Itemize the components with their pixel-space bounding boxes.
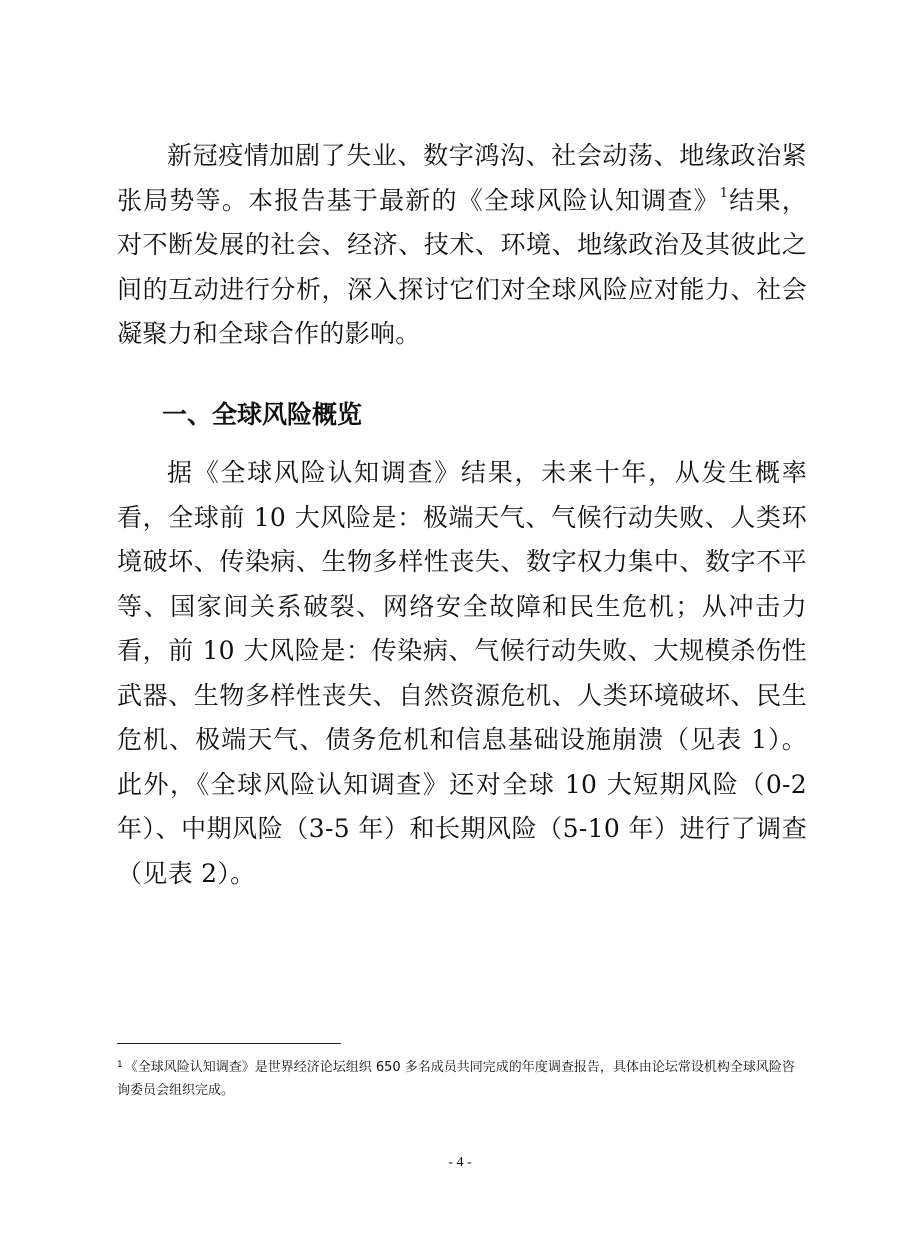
footnote-divider <box>117 1043 341 1044</box>
paragraph-1-text-a: 新冠疫情加剧了失业、数字鸿沟、社会动荡、地缘政治紧张局势等。本报告基于最新的《全球风险认知调查》 <box>117 141 807 215</box>
section-heading: 一、全球风险概览 <box>162 400 363 429</box>
footnote-reference[interactable]: 1 <box>719 185 729 201</box>
footnote-marker: 1 <box>117 1060 123 1070</box>
paragraph-1-text-b: 结果，对不断发展的社会、经济、技术、环境、地缘政治及其彼此之间的互动进行分析，深入探讨它们对全球风险应对能力、社会凝聚力和全球合作的影响。 <box>117 185 807 348</box>
body-paragraph-2: 据《全球风险认知调查》结果，未来十年，从发生概率看，全球前 10 大风险是：极端天气、气候行动失败、人类环境破坏、传染病、生物多样性丧失、数字权力集中、数字不平等、国家间关系破裂、网络安全故障和民生危机；从冲击力看，前 10 大风险是：传染病、气候行动失败、大规模杀伤性武器、生物多样性丧失、自然资源危机、人类环境破坏、民生危机、极端天气、债务危机和信息基础设施崩溃（见表 1）。此外，《全球风险认知调查》还对全球 10 大短期风险（0-2 年）、中期风险（3-5 年）和长期风险（5-10 年）进行了调查（见表 2）。 <box>117 458 807 888</box>
footnote-text: 《全球风险认知调查》是世界经济论坛组织 650 多名成员共同完成的年度调查报告，具体由论坛常设机构全球风险咨询委员会组织完成。 <box>117 1060 795 1098</box>
page-number: - 4 - <box>448 1155 472 1170</box>
body-paragraph-1 <box>117 134 807 357</box>
footnote <box>117 1054 807 1102</box>
